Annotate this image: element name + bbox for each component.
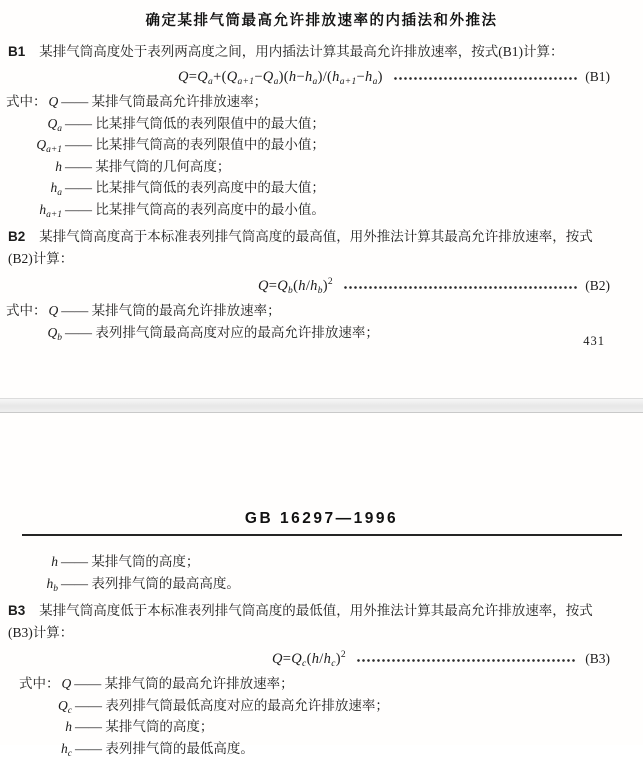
definition-row bbox=[0, 716, 643, 738]
symbol: $Q_{a+1}$ bbox=[0, 134, 62, 156]
definitions-b1 bbox=[0, 91, 643, 220]
where-label: 式中： bbox=[0, 673, 60, 695]
page-break-divider bbox=[0, 398, 643, 413]
formula-b3-row bbox=[0, 647, 643, 671]
definitions-b3 bbox=[0, 673, 643, 759]
definition-row bbox=[0, 573, 643, 595]
definition-row bbox=[0, 134, 643, 156]
definition-text: —— 某排气筒的高度； bbox=[75, 716, 213, 738]
section-b3-text-line1: 某排气筒高度低于本标准表列排气筒高度的最低值，用外推法计算其最高允许排放速率，按式 bbox=[39, 603, 593, 618]
definition-row bbox=[0, 156, 643, 178]
definition-text: —— 某排气筒最高允许排放速率； bbox=[61, 91, 267, 113]
symbol: Q bbox=[49, 300, 59, 322]
definition-text: —— 某排气筒的高度； bbox=[61, 551, 199, 573]
formula-b2: $Q=Q_b(h/h_b)^2$ bbox=[258, 278, 333, 295]
section-b2-label: B2 bbox=[8, 229, 25, 244]
symbol: $Q_b$ bbox=[0, 322, 62, 344]
section-b1-paragraph bbox=[0, 41, 643, 63]
formula-b3: $Q=Q_c(h/h_c)^2$ bbox=[272, 651, 346, 668]
equation-number-b2: (B2) bbox=[585, 278, 610, 294]
definition-text: —— 比某排气筒低的表列高度中的最大值； bbox=[65, 177, 325, 199]
symbol: h bbox=[0, 551, 58, 573]
dot-leader bbox=[343, 281, 577, 294]
definition-row bbox=[0, 91, 643, 113]
definition-text: —— 某排气筒的几何高度； bbox=[65, 156, 230, 178]
where-label: 式中： bbox=[0, 91, 47, 113]
equation-number-b1: (B1) bbox=[585, 69, 610, 85]
symbol: Q bbox=[49, 91, 59, 113]
where-label: 式中： bbox=[0, 300, 47, 322]
symbol: $Q_c$ bbox=[0, 695, 72, 717]
formula-b1-row bbox=[0, 65, 643, 89]
section-b2-text-line1: 某排气筒高度高于本标准表列排气筒高度的最高值，用外推法计算其最高允许排放速率，按式 bbox=[39, 229, 593, 244]
section-b3-paragraph bbox=[0, 600, 643, 644]
section-b1-label: B1 bbox=[8, 44, 25, 59]
definition-row bbox=[0, 738, 643, 759]
dot-leader bbox=[356, 654, 577, 667]
definition-row bbox=[0, 695, 643, 717]
section-b3-label: B3 bbox=[8, 603, 25, 618]
definition-row bbox=[0, 300, 643, 322]
definition-row bbox=[0, 177, 643, 199]
definition-text: —— 比某排气筒高的表列限值中的最小值； bbox=[65, 134, 325, 156]
page-2 bbox=[0, 413, 643, 745]
formula-b1: $Q=Q_a+(Q_{a+1}-Q_a)(h-h_a)/(h_{a+1}-h_a)$ bbox=[178, 69, 383, 86]
definition-row bbox=[0, 322, 643, 344]
symbol: $h_b$ bbox=[0, 573, 58, 595]
definition-text: —— 表列排气筒最低高度对应的最高允许排放速率； bbox=[75, 695, 389, 717]
definitions-continued bbox=[0, 551, 643, 594]
section-b2-text-line2: (B2)计算： bbox=[8, 248, 633, 270]
definition-text: —— 比某排气筒高的表列高度中的最小值。 bbox=[65, 199, 325, 221]
document-title: 确定某排气筒最高允许排放速率的内插法和外推法 bbox=[0, 0, 643, 30]
equation-number-b3: (B3) bbox=[585, 651, 610, 667]
definition-text: —— 表列排气筒的最高高度。 bbox=[61, 573, 240, 595]
definition-text: —— 表列排气筒最高高度对应的最高允许排放速率； bbox=[65, 322, 379, 344]
formula-b2-row bbox=[0, 274, 643, 298]
definition-row bbox=[0, 113, 643, 135]
section-b1-text: 某排气筒高度处于表列两高度之间，用内插法计算其最高允许排放速率，按式(B1)计算： bbox=[39, 44, 563, 59]
symbol: Q bbox=[62, 673, 72, 695]
symbol: h bbox=[0, 716, 72, 738]
definition-text: —— 表列排气筒的最低高度。 bbox=[75, 738, 254, 759]
symbol: $h_{a+1}$ bbox=[0, 199, 62, 221]
definition-text: —— 某排气筒的最高允许排放速率； bbox=[61, 300, 280, 322]
section-b2-paragraph bbox=[0, 226, 643, 270]
definition-row bbox=[0, 199, 643, 221]
symbol: h bbox=[0, 156, 62, 178]
definition-row bbox=[0, 551, 643, 573]
definition-text: —— 比某排气筒低的表列限值中的最大值； bbox=[65, 113, 325, 135]
definition-text: —— 某排气筒的最高允许排放速率； bbox=[74, 673, 293, 695]
definition-row bbox=[0, 673, 643, 695]
symbol: $h_a$ bbox=[0, 177, 62, 199]
header-rule bbox=[22, 534, 622, 536]
definitions-b2 bbox=[0, 300, 643, 343]
page-number: 431 bbox=[583, 334, 605, 349]
symbol: $Q_a$ bbox=[0, 113, 62, 135]
standard-number-header: GB 16297—1996 bbox=[0, 413, 643, 528]
section-b3-text-line2: (B3)计算： bbox=[8, 622, 633, 644]
dot-leader bbox=[393, 72, 577, 85]
symbol: $h_c$ bbox=[0, 738, 72, 759]
